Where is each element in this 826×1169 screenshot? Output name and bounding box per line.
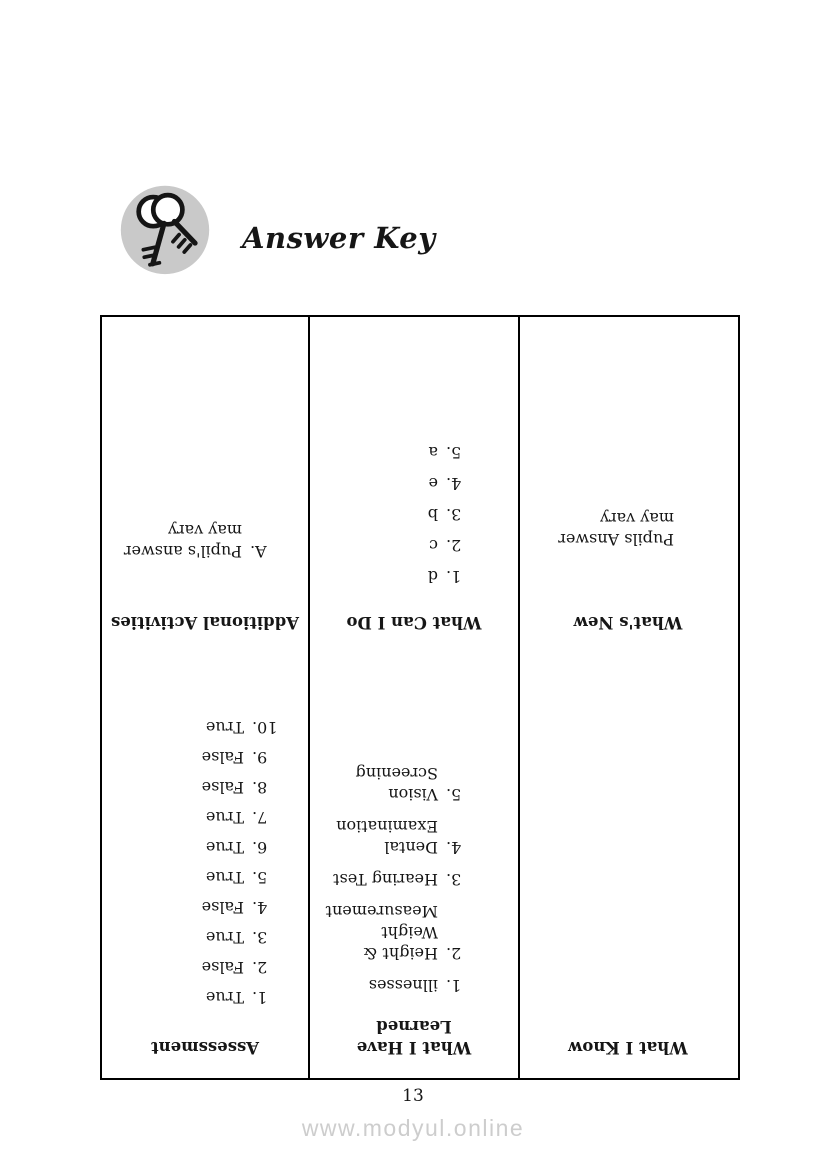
item-text: Dental Examination	[336, 817, 438, 857]
item-number: 4.	[446, 838, 462, 857]
item-text: True	[205, 988, 244, 1007]
section-header: What I Know	[568, 1038, 688, 1057]
can-i-do-answer-list	[310, 442, 518, 586]
answer-item	[102, 927, 278, 947]
answer-item	[102, 987, 278, 1007]
page-number: 13	[402, 1086, 424, 1106]
item-number: 9.	[252, 748, 268, 767]
answer-item	[310, 901, 472, 964]
answer-item	[310, 869, 472, 890]
item-text: False	[201, 898, 244, 917]
section-header: What Can I Do	[346, 613, 482, 632]
item-number: 5.	[252, 868, 268, 887]
column-learned-can-i-do	[310, 317, 520, 1078]
item-text: False	[201, 958, 244, 977]
answer-item	[102, 897, 278, 917]
watermark: www.modyul.online	[301, 1115, 525, 1141]
column-assessment-additional-activities	[102, 317, 310, 1078]
section-assessment	[102, 707, 308, 1058]
answer-item	[102, 747, 278, 767]
item-number: 1.	[446, 567, 462, 586]
item-number: 7.	[252, 808, 268, 827]
item-text: Pupil's answer may vary	[123, 521, 242, 561]
item-number: 3.	[252, 928, 268, 947]
answer-item	[310, 763, 472, 805]
answer-item	[310, 816, 472, 858]
answer-item	[310, 975, 472, 996]
item-text: b	[427, 505, 438, 524]
answer-item	[310, 535, 472, 555]
learned-answer-list	[310, 763, 518, 996]
item-number: 2.	[252, 958, 268, 977]
section-header: Additional Activities	[111, 613, 300, 632]
item-number: 10.	[252, 718, 278, 737]
assessment-answer-list	[102, 717, 308, 1007]
keys-icon	[118, 182, 212, 276]
item-number: 1.	[252, 988, 268, 1007]
item-text: Height & Weight Measurement	[325, 902, 438, 963]
keys-icon-graphic	[118, 182, 212, 276]
item-number: 2.	[446, 944, 462, 963]
section-header: What's New	[573, 613, 683, 632]
item-text: False	[201, 778, 244, 797]
item-number: 4.	[252, 898, 268, 917]
section-what-i-know	[520, 1037, 736, 1058]
section-additional-activities	[102, 520, 308, 633]
item-text: True	[205, 838, 244, 857]
item-number: 5.	[446, 443, 462, 462]
item-number: A.	[250, 542, 267, 561]
item-number: 3.	[446, 870, 462, 889]
item-text: True	[205, 928, 244, 947]
item-text: c	[429, 536, 438, 555]
item-text: True	[205, 808, 244, 827]
answer-item	[102, 717, 278, 737]
item-number: 6.	[252, 838, 268, 857]
answer-item	[102, 837, 278, 857]
item-text: d	[427, 567, 438, 586]
answer-item	[102, 957, 278, 977]
item-number: 4.	[446, 474, 462, 493]
answer-item	[102, 777, 278, 797]
answer-item	[310, 504, 472, 524]
item-text: False	[201, 748, 244, 767]
section-header: What I Have Learned	[356, 1017, 472, 1057]
answer-note	[102, 520, 308, 562]
answer-key-table	[100, 315, 740, 1080]
answer-note	[520, 508, 736, 550]
section-header: Assessment	[150, 1038, 260, 1057]
item-text: True	[205, 718, 244, 737]
answer-item	[102, 867, 278, 887]
section-what-i-have-learned	[310, 752, 518, 1058]
item-text: Pupils Answer may vary	[558, 509, 674, 549]
answer-item	[102, 807, 278, 827]
item-number: 1.	[446, 976, 462, 995]
rotated-cell-content	[520, 317, 736, 1078]
item-number: 3.	[446, 505, 462, 524]
answer-item	[310, 473, 472, 493]
item-text: Hearing Test	[333, 870, 438, 889]
item-number: 8.	[252, 778, 268, 797]
item-text: Vision Screening	[355, 764, 438, 804]
item-text: a	[428, 443, 438, 462]
item-number: 5.	[446, 785, 462, 804]
answer-item	[310, 442, 472, 462]
item-number: 2.	[446, 536, 462, 555]
column-know-whats-new	[520, 317, 736, 1078]
rotated-cell-content	[310, 317, 518, 1078]
item-text: True	[205, 868, 244, 887]
rotated-cell-content	[102, 317, 308, 1078]
item-text: e	[428, 474, 438, 493]
section-what-can-i-do	[310, 431, 518, 633]
page-title: Answer Key	[242, 221, 436, 255]
answer-item	[310, 566, 472, 586]
section-whats-new	[520, 508, 736, 633]
item-text: illnesses	[368, 976, 438, 995]
